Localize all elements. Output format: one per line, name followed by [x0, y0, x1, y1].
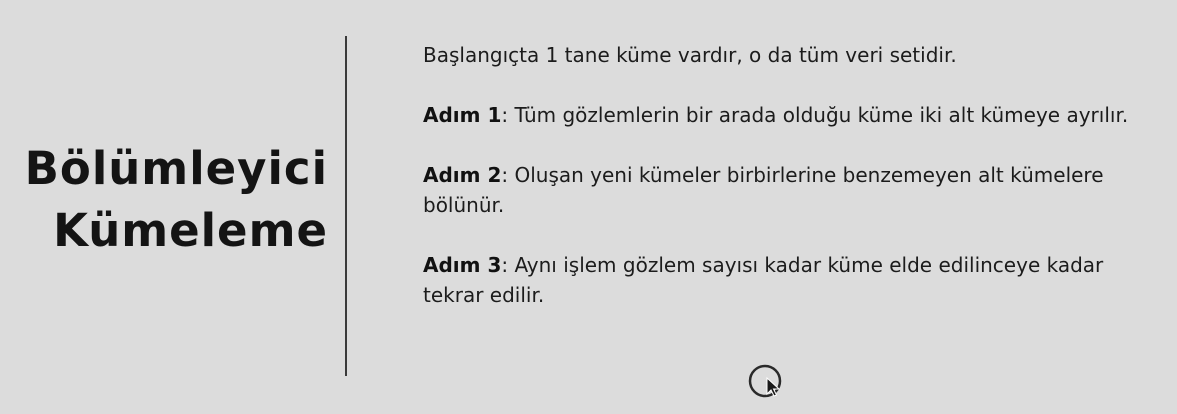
vertical-divider	[345, 36, 347, 376]
slide-title	[0, 138, 328, 262]
step-3-label: Adım 3	[423, 253, 502, 277]
step-1-text: : Tüm gözlemlerin bir arada olduğu küme iki alt kümeye ayrılır.	[501, 103, 1129, 127]
step-2-label: Adım 2	[423, 163, 502, 187]
step-2-text: : Oluşan yeni kümeler birbirlerine benzemeyen alt kümelere bölünür.	[423, 163, 1104, 217]
intro-text: Başlangıçta 1 tane küme vardır, o da tüm veri setidir.	[423, 43, 957, 67]
content-block	[423, 40, 1153, 340]
step-3-text: : Aynı işlem gözlem sayısı kadar küme elde edilinceye kadar tekrar edilir.	[423, 253, 1104, 307]
title-line-2: Kümeleme	[53, 204, 328, 257]
step-2	[423, 160, 1153, 220]
title-line-1: Bölümleyici	[24, 142, 328, 195]
step-1	[423, 100, 1153, 130]
mouse-pointer-icon	[747, 363, 787, 403]
step-3	[423, 250, 1153, 310]
step-1-label: Adım 1	[423, 103, 502, 127]
